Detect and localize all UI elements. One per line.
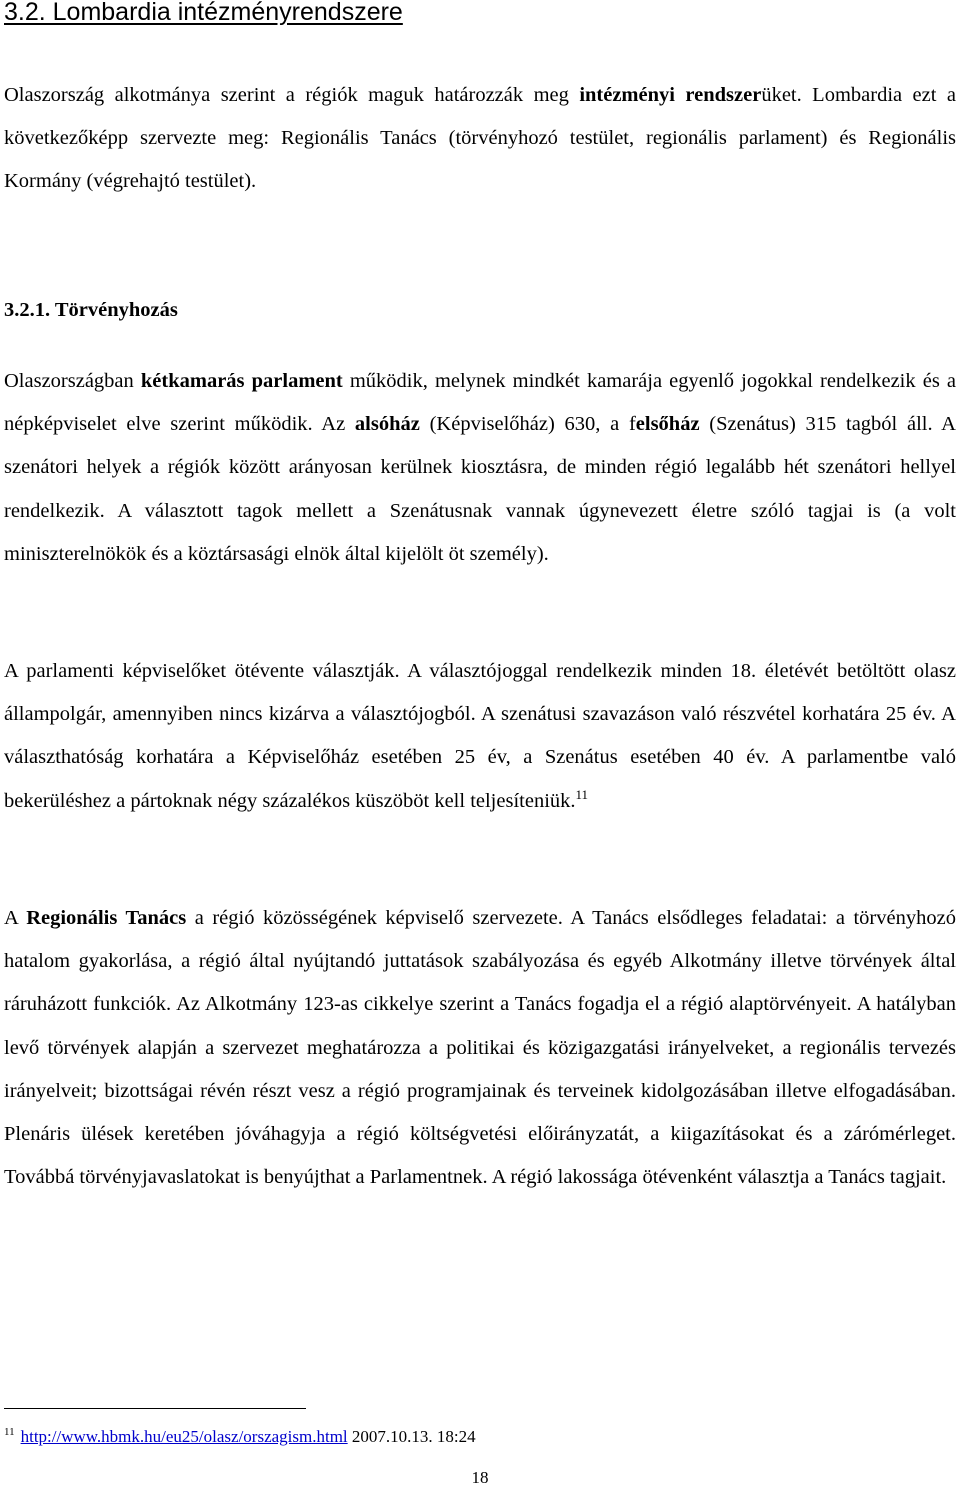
text-run: A bbox=[4, 907, 27, 929]
footnote-mark: 11 bbox=[4, 1426, 15, 1439]
bold-term: alsóház bbox=[354, 413, 420, 436]
footnote-reference[interactable]: 11 bbox=[575, 786, 589, 802]
paragraph-intro bbox=[4, 74, 956, 204]
text-run: A parlamenti képviselőket ötévente választják. A választójoggal rendelkezik minden 18. életévét betöltött olasz állampolgár, amennyiben nincs kizárva a választójogból. A szenátusi szavazáson való részvétel korhatára 25 év. A választhatóság korhatára a Képviselőház esetében 25 év, a Szenátus esetében 40 év. A parlamentbe való bekerüléshez a pártoknak négy százalékos küszöböt kell teljesíteniük. bbox=[4, 660, 956, 812]
bold-term: kétkamarás parlament bbox=[140, 370, 343, 392]
bold-term: Regionális Tanács bbox=[26, 907, 187, 929]
bold-term: intézményi rendszer bbox=[579, 84, 762, 106]
text-run: működik, melynek mindkét kamarája egyenlő jogokkal rendelkezik és a népképviselet elve szerint működik. Az bbox=[4, 370, 957, 436]
text-run: (Képviselőház) 630, a f bbox=[419, 413, 636, 436]
footnote-link[interactable]: http://www.hbmk.hu/eu25/olasz/orszagism.html bbox=[20, 1427, 348, 1446]
paragraph-regional-council bbox=[4, 897, 956, 1199]
paragraph-elections bbox=[4, 650, 956, 823]
bold-term: elsőház bbox=[635, 413, 700, 436]
section-heading: 3.2. Lombardia intézményrendszere bbox=[4, 0, 403, 26]
text-run: Olaszország alkotmánya szerint a régiók maguk határozzák meg bbox=[4, 84, 580, 106]
text-run: (Szenátus) 315 tagból áll. A szenátori helyek a régiók között arányosan kerülnek kiosztásra, de minden régió legalább hét szenátori hellyel rendelkezik. A választott tagok mellett a Szenátusnak vannak úgynevezett életre szóló tagjai is (a volt miniszterelnökök és a köztársasági elnök által kijelölt öt személy). bbox=[4, 413, 956, 565]
footnote-date: 2007.10.13. 18:24 bbox=[347, 1427, 476, 1446]
text-run: üket. Lombardia ezt a következőképp szervezte meg: Regionális Tanács (törvényhozó testület, regionális parlament) és Regionális Kormány (végrehajtó testület). bbox=[4, 84, 956, 193]
footnote-divider bbox=[4, 1408, 306, 1409]
page-number: 18 bbox=[471, 1468, 489, 1487]
text-run: Olaszországban bbox=[4, 370, 141, 392]
text-run: a régió közösségének képviselő szervezete. A Tanács elsődleges feladatai: a törvényhozó hatalom gyakorlása, a régió által nyújtandó juttatások szabályozása és egyéb Alkotmány illetve törvények által ráruházott funkciók. Az Alkotmány 123-as cikkelye szerint a Tanács fogadja el a régió alaptörvényeit. A hatályban levő törvények alapján a szervezet meghatározza a politikai és közigazgatási irányelveket, a regionális tervezés irányelveit; bizottságai révén részt vesz a régió programjainak és terveinek kidolgozásában illetve elfogadásában. Plenáris ülések keretében jóváhagyja a régió költségvetési előirányzatát, a kiigazításokat és a zárómérleget. Továbbá törvényjavaslatokat is benyújthat a Parlamentnek. A régió lakossága ötévenként választja a Tanács tagjait. bbox=[4, 907, 956, 1189]
subsection-heading: 3.2.1. Törvényhozás bbox=[4, 299, 178, 321]
paragraph-parliament bbox=[4, 360, 956, 576]
footnote bbox=[4, 1426, 476, 1448]
